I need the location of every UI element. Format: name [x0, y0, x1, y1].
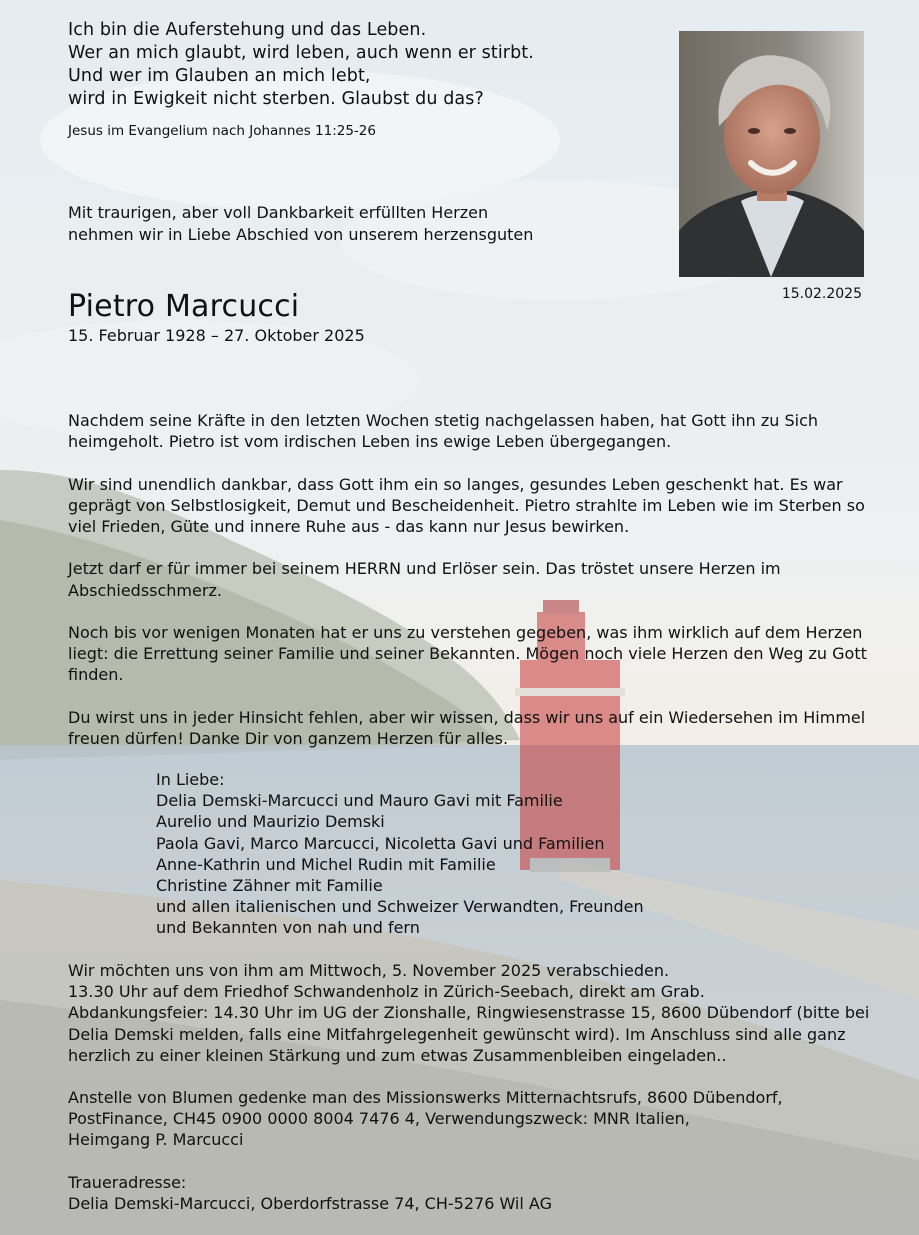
family-line: Christine Zähner mit Familie: [156, 876, 383, 896]
body-paragraph: Du wirst uns in jeder Hinsicht fehlen, aber wir wissen, dass wir uns auf ein Wiedersehen im Himmel freuen dürfen! Danke Dir von ganzem Herzen für alles.: [68, 707, 866, 748]
donation-line: Anstelle von Blumen gedenke man des Missionswerks Mitternachtsrufs, 8600 Dübendorf,: [68, 1088, 783, 1107]
family-line: In Liebe:: [156, 770, 225, 789]
ceremony-info: [68, 960, 888, 1066]
address-value: Delia Demski-Marcucci, Oberdorfstrasse 74, CH-5276 Wil AG: [68, 1194, 552, 1214]
donation-line: PostFinance, CH45 0900 0000 8004 7476 4, Verwendungszweck: MNR Italien,: [68, 1109, 690, 1129]
donation-line: Heimgang P. Marcucci: [68, 1130, 244, 1150]
family-line: Paola Gavi, Marco Marcucci, Nicoletta Gavi und Familien: [156, 833, 605, 853]
address-label: Traueradresse:: [68, 1173, 187, 1192]
body-paragraph: Jetzt darf er für immer bei seinem HERRN und Erlöser sein. Das tröstet unsere Herzen im Abschiedsschmerz.: [68, 559, 781, 600]
verse-line: Ich bin die Auferstehung und das Leben.: [68, 20, 427, 40]
verse-line: Und wer im Glauben an mich lebt,: [68, 66, 371, 86]
family-line: und allen italienischen und Schweizer Verwandten, Freunden: [156, 897, 644, 917]
family-line: Delia Demski-Marcucci und Mauro Gavi mit Familie: [156, 791, 563, 811]
intro-text: [68, 202, 533, 245]
family-line: und Bekannten von nah und fern: [156, 918, 420, 938]
family-line: Anne-Kathrin und Michel Rudin mit Familie: [156, 854, 496, 874]
verse-line: wird in Ewigkeit nicht sterben. Glaubst du das?: [68, 89, 484, 109]
mourning-address: [68, 1172, 552, 1214]
lifespan-dates: 15. Februar 1928 – 27. Oktober 2025: [68, 326, 365, 345]
donation-info: [68, 1087, 888, 1151]
obituary-body: [68, 410, 878, 770]
body-paragraph: Nachdem seine Kräfte in den letzten Wochen stetig nachgelassen haben, hat Gott ihn zu Sich heimgeholt. Pietro ist vom irdischen Leben ins ewige Leben übergegangen.: [68, 411, 819, 452]
intro-line: Mit traurigen, aber voll Dankbarkeit erfüllten Herzen: [68, 203, 489, 222]
photo-date: 15.02.2025: [781, 286, 862, 302]
ceremony-line: 13.30 Uhr auf dem Friedhof Schwandenholz in Zürich-Seebach, direkt am Grab.: [68, 982, 705, 1002]
body-paragraph: Wir sind unendlich dankbar, dass Gott ihm ein so langes, gesundes Leben geschenkt hat. Es war geprägt von Selbstlosigkeit, Demut und Bescheidenheit. Pietro strahlte im Leben wie im Sterben so viel Frieden, Güte und innere Ruhe aus - das kann nur Jesus bewirken.: [68, 474, 865, 536]
verse-line: Wer an mich glaubt, wird leben, auch wenn er stirbt.: [68, 43, 534, 63]
body-paragraph: Noch bis vor wenigen Monaten hat er uns zu verstehen gegeben, was ihm wirklich auf dem Herzen liegt: die Errettung seiner Familie und seiner Bekannten. Mögen noch viele Herzen den Weg zu Gott finden.: [68, 622, 867, 685]
verse-source: Jesus im Evangelium nach Johannes 11:25-26: [68, 123, 376, 139]
ceremony-line: Abdankungsfeier: 14.30 Uhr im UG der Zionshalle, Ringwiesenstrasse 15, 8600 Dübendorf (bitte bei Delia Demski melden, falls eine Mitfahrgelegenheit gewünscht wird). Im Anschluss sind alle ganz herzlich zu einer kleinen Stärkung und zum etwas Zusammenbleiben eingeladen..: [68, 1003, 870, 1065]
ceremony-line: Wir möchten uns von ihm am Mittwoch, 5. November 2025 verabschieden.: [68, 961, 670, 980]
intro-line: nehmen wir in Liebe Abschied von unserem herzensguten: [68, 224, 534, 244]
portrait-photo: [679, 31, 864, 277]
family-line: Aurelio und Maurizio Demski: [156, 812, 385, 832]
deceased-name: Pietro Marcucci: [68, 289, 300, 324]
family-signatures: [156, 769, 644, 939]
bible-verse: [68, 19, 628, 139]
